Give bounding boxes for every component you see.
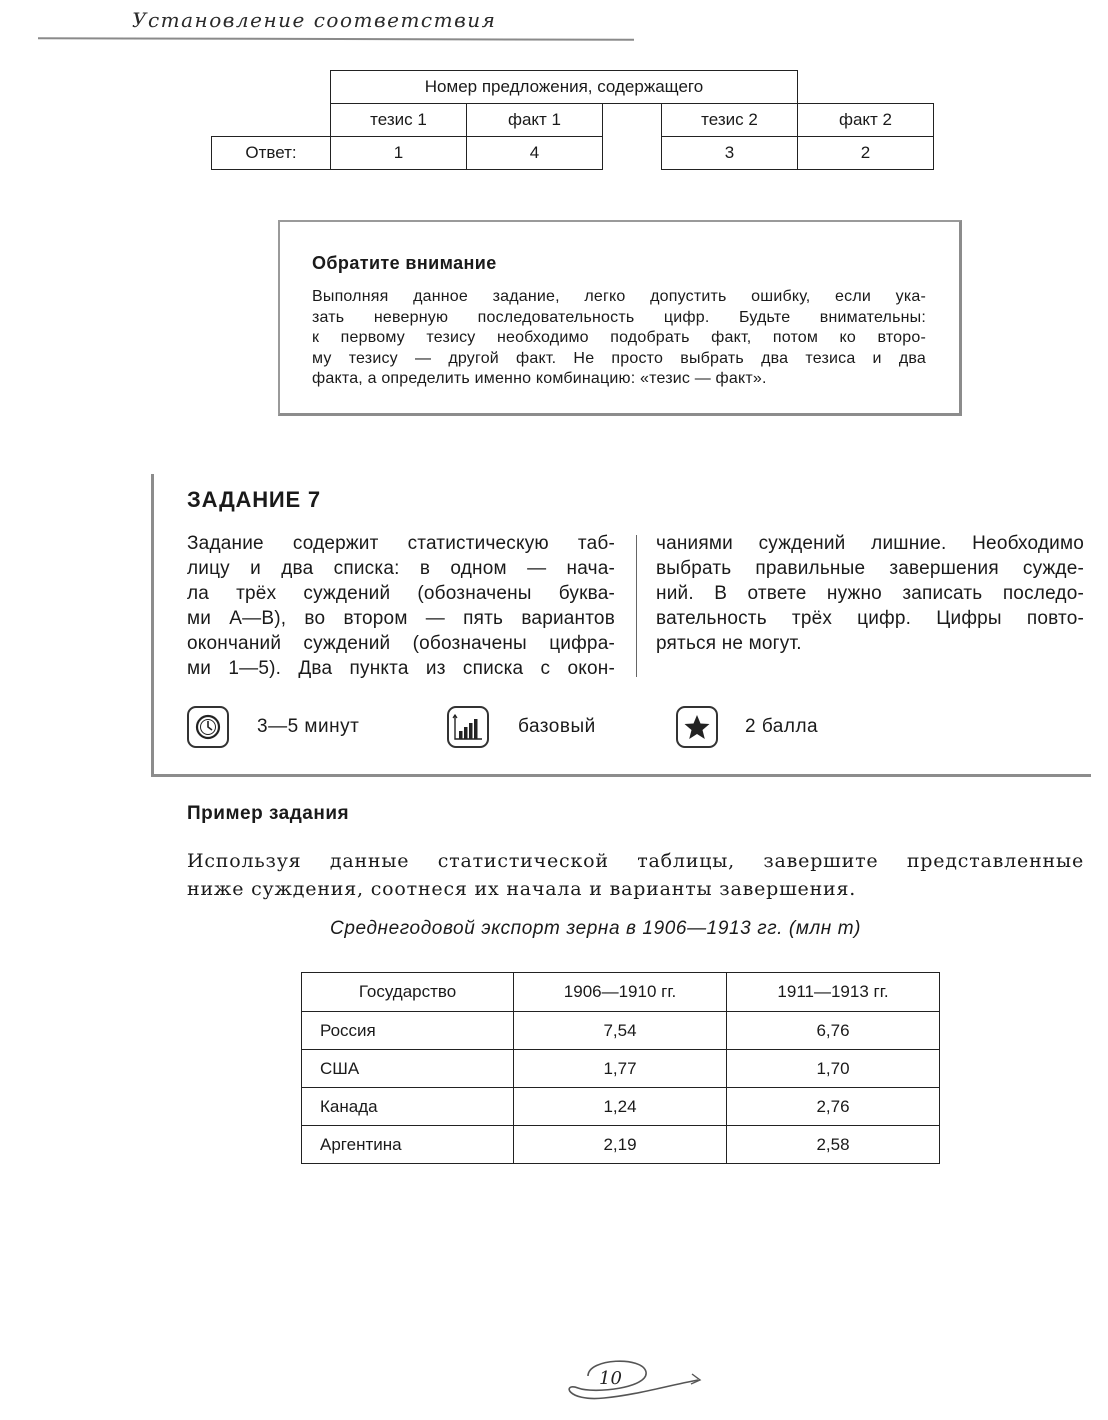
- col-fact-1: факт 1: [467, 104, 603, 137]
- answer-table: [211, 70, 934, 170]
- table-row: [302, 1088, 940, 1126]
- header-rule: [38, 37, 634, 41]
- value-cell: 1,70: [727, 1050, 940, 1088]
- task-line: лицу и два списка: в одном — нача-: [187, 558, 615, 579]
- country-cell: Аргентина: [302, 1126, 514, 1164]
- value-cell: 6,76: [727, 1012, 940, 1050]
- country-cell: Канада: [302, 1088, 514, 1126]
- task-line: выбрать правильные завершения сужде-: [656, 558, 1084, 579]
- task-line: ний. В ответе нужно записать последо-: [656, 583, 1084, 604]
- task-time: 3—5 минут: [257, 716, 360, 737]
- example-line: Используя данные статистической таблицы, завершите представленные: [187, 850, 1084, 872]
- note-line: к первому тезису необходимо подобрать факт, потом ко второ-: [312, 329, 926, 346]
- task-line: Задание содержит статистическую таб-: [187, 533, 615, 554]
- answer-value-fact-2: 2: [798, 137, 934, 170]
- task-line: ми А—В), во втором — пять вариантов: [187, 608, 615, 629]
- table-row: [302, 1050, 940, 1088]
- stat-table: [301, 972, 940, 1164]
- stat-header-period-2: 1911—1913 гг.: [727, 973, 940, 1012]
- value-cell: 2,76: [727, 1088, 940, 1126]
- country-cell: Россия: [302, 1012, 514, 1050]
- task-line: вательность трёх цифр. Цифры повто-: [656, 608, 1084, 629]
- note-title: Обратите внимание: [312, 253, 497, 273]
- value-cell: 1,24: [514, 1088, 727, 1126]
- page-swirl-icon: [548, 1352, 708, 1410]
- task-line: ми 1—5). Два пункта из списка с окон-: [187, 658, 615, 679]
- task-line: ряться не могут.: [656, 633, 802, 654]
- stat-table-caption: Среднегодовой экспорт зерна в 1906—1913 гг. (млн т): [330, 918, 862, 939]
- answer-value-thesis-2: 3: [662, 137, 798, 170]
- task-points: 2 балла: [745, 716, 819, 737]
- col-thesis-1: тезис 1: [331, 104, 467, 137]
- country-cell: США: [302, 1050, 514, 1088]
- clock-icon: [187, 706, 229, 748]
- running-title: Установление соответствия: [132, 8, 497, 32]
- value-cell: 2,19: [514, 1126, 727, 1164]
- task-text-right: [656, 531, 1084, 656]
- task-title: ЗАДАНИЕ 7: [187, 487, 321, 512]
- table-row: [302, 1012, 940, 1050]
- note-line: му тезису — другой факт. Не просто выбрать два тезиса и два: [312, 349, 926, 367]
- answer-table-caption: Номер предложения, содержащего: [331, 71, 798, 104]
- col-thesis-2: тезис 2: [662, 104, 798, 137]
- note-line: факта, а определить именно комбинацию: «тезис — факт».: [312, 370, 767, 387]
- task-line: окончаний суждений (обозначены цифра-: [187, 633, 615, 654]
- col-fact-2: факт 2: [798, 104, 934, 137]
- example-instruction: [187, 847, 1084, 903]
- star-icon: [676, 706, 718, 748]
- task-line: чаниями суждений лишние. Необходимо: [656, 533, 1084, 554]
- note-line: зать неверную последовательность цифр. Будьте внимательны:: [312, 308, 926, 326]
- task-line: ла трёх суждений (обозначены буква-: [187, 583, 615, 604]
- value-cell: 2,58: [727, 1126, 940, 1164]
- task-frame-left: [151, 474, 154, 776]
- task-frame-bottom: [151, 774, 1091, 777]
- answer-value-fact-1: 4: [467, 137, 603, 170]
- example-title: Пример задания: [187, 803, 350, 824]
- answer-value-thesis-1: 1: [331, 137, 467, 170]
- note-text: [312, 287, 926, 390]
- column-divider: [636, 535, 637, 677]
- page-number: 10: [599, 1368, 622, 1389]
- stat-header-country: Государство: [302, 973, 514, 1012]
- note-line: Выполняя данное задание, легко допустить ошибку, если ука-: [312, 288, 926, 305]
- bar-chart-icon: [447, 706, 489, 748]
- task-level: базовый: [518, 716, 596, 737]
- task-text-left: [187, 531, 615, 681]
- stat-header-period-1: 1906—1910 гг.: [514, 973, 727, 1012]
- table-row: [302, 1126, 940, 1164]
- value-cell: 7,54: [514, 1012, 727, 1050]
- example-line: ниже суждения, соотнеся их начала и варианты завершения.: [187, 878, 857, 900]
- answer-row-label: Ответ:: [212, 137, 331, 170]
- value-cell: 1,77: [514, 1050, 727, 1088]
